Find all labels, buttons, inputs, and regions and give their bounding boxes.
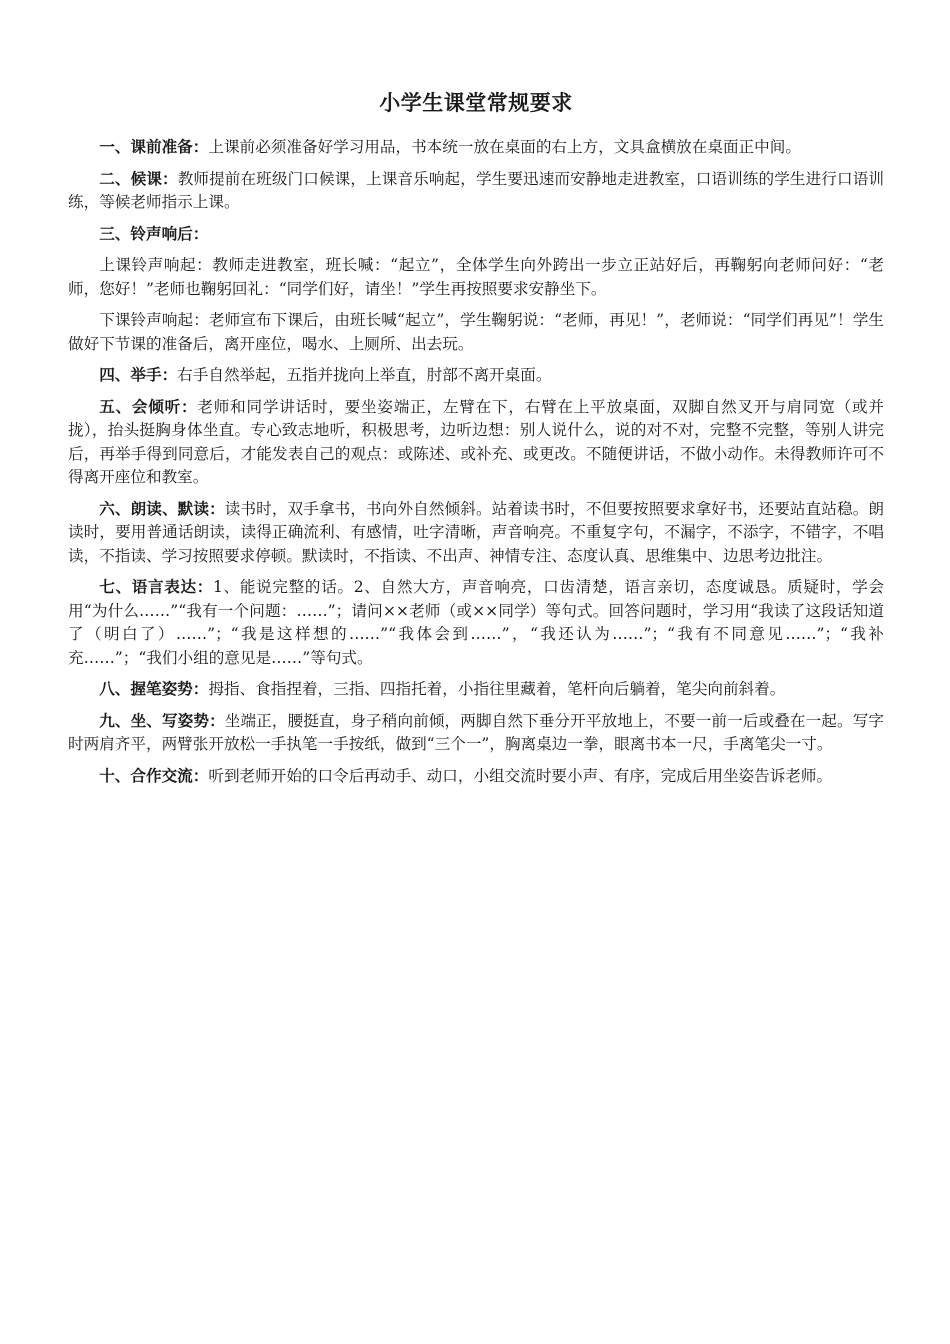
section-text: 下课铃声响起：老师宣布下课后，由班长喊“起立”，学生鞠躬说：“老师，再见！”，老师说：“同学们再见”！学生做好下节课的准备后，离开座位，喝水、上厕所、出去玩。 — [68, 311, 884, 353]
section-heading: 四、举手： — [99, 366, 178, 384]
section-text: 教师提前在班级门口候课，上课音乐响起，学生要迅速而安静地走进教室，口语训练的学生进行口语训练，等候老师指示上课。 — [68, 169, 884, 211]
page-title: 小学生课堂常规要求 — [379, 91, 573, 115]
section-heading: 三、铃声响后： — [99, 224, 209, 243]
section-raise-hand — [68, 364, 884, 388]
section-text: 上课铃声响起：教师走进教室，班长喊：“起立”，全体学生向外跨出一步立正站好后，再鞠躬向老师问好：“老师，您好！”老师也鞠躬回礼：“同学们好，请坐！”学生再按照要求安静坐下。 — [68, 256, 884, 298]
section-heading: 一、课前准备： — [99, 138, 209, 156]
section-heading: 六、朗读、默读： — [99, 499, 225, 518]
section-heading: 五、会倾听： — [99, 397, 198, 416]
document-page — [68, 88, 884, 796]
section-heading: 九、坐、写姿势： — [99, 711, 225, 730]
section-text: 听到老师开始的口令后再动手、动口，小组交流时要小声、有序，完成后用坐姿告诉老师。 — [208, 766, 833, 785]
section-bell — [68, 223, 884, 247]
section-text: 上课前必须准备好学习用品，书本统一放在桌面的右上方，文具盒横放在桌面正中间。 — [208, 138, 801, 156]
section-bell-class-start — [68, 254, 884, 301]
section-text: 坐端正，腰挺直，身子稍向前倾，两脚自然下垂分开平放地上，不要一前一后或叠在一起。写字时两肩齐平，两臂张开放松一手执笔一手按纸，做到“三个一”，胸离桌边一拳，眼离书本一尺，手离笔尖一寸。 — [68, 711, 884, 753]
section-heading: 八、握笔姿势： — [99, 680, 209, 698]
section-expression — [68, 576, 884, 670]
section-preparation — [68, 136, 884, 160]
section-reading — [68, 498, 884, 569]
section-bell-class-end — [68, 309, 884, 356]
section-text: 1、能说完整的话。2、自然大方，声音响亮，口齿清楚，语言亲切，态度诚恳。质疑时，学会用“为什么……”“我有一个问题：……”；请问××老师（或××同学）等句式。回答问题时，学习用“我读了这段话知道了（明白了）……”；“我是这样想的……”“我体会到……”，“我还认为……”；“我有不同意见……”；“我补充……”；“我们小组的意见是……”等句式。 — [68, 578, 884, 667]
section-text: 拇指、食指捏着，三指、四指托着，小指往里藏着，笔杆向后躺着，笔尖向前斜着。 — [208, 680, 786, 698]
section-heading: 二、候课： — [99, 169, 178, 188]
section-waiting — [68, 168, 884, 215]
section-text: 读书时，双手拿书，书向外自然倾斜。站着读书时，不但要按照要求拿好书，还要站直站稳。朗读时，要用普通话朗读，读得正确流利、有感情，吐字清晰，声音响亮。不重复字句，不漏字，不添字，不错字，不唱读，不指读、学习按照要求停顿。默读时，不指读、不出声、神情专注、态度认真、思维集中、边思考边批注。 — [68, 499, 884, 565]
section-listening — [68, 396, 884, 490]
section-pen-grip — [68, 678, 884, 702]
section-text: 老师和同学讲话时，要坐姿端正，左臂在下，右臂在上平放桌面，双脚自然叉开与肩同宽（或并拢），抬头挺胸身体坐直。专心致志地听，积极思考，边听边想：别人说什么，说的对不对，完整不完整，等别人讲完后，再举手得到同意后，才能发表自己的观点：或陈述、或补充、或更改。不随便讲话，不做小动作。未得教师许可不得离开座位和教室。 — [68, 397, 884, 486]
section-heading: 七、语言表达： — [99, 578, 214, 596]
section-heading: 十、合作交流： — [99, 766, 209, 785]
section-text: 右手自然举起，五指并拢向上举直，肘部不离开桌面。 — [177, 366, 552, 384]
section-cooperation — [68, 765, 884, 789]
section-posture — [68, 710, 884, 757]
